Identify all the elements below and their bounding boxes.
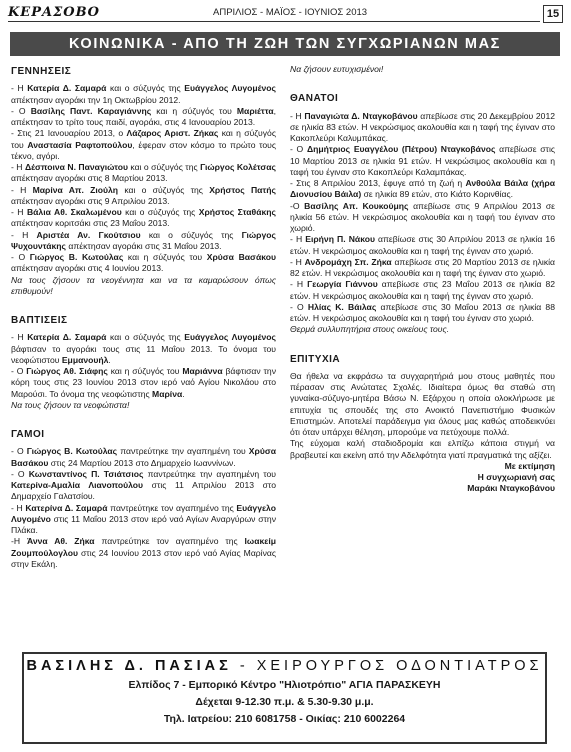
list-entry: - Η Κατερία Δ. Σαμαρά και ο σύζυγός της Ευάγγελος Λυγομένος βάφτισαν το αγοράκι τους στις 11 Μαΐου 2013. Το όνομα του νεοφώτιστου Εμμανουήλ. xyxy=(11,332,276,365)
list-entry: - Ο Γιώργος Β. Κωτούλας παντρεύτηκε την αγαπημένη του Χρύσα Βασάκου στις 24 Μαρτίου 2013 στο Δημαρχείο Ιωαννίνων. xyxy=(11,446,276,468)
success-paragraph-1: Θα ήθελα να εκφράσω τα συγχαρητήριά μου στους μαθητές που πέρασαν στις Ανώτατες Σχολές. Ιδιαίτερα όμως θα σταθώ στη γυναίκα-σύζυγο-μητέρα Βάσω Ν. Εξάρχου η οποία ολοκλήρωσε με επιτυχία τις σπουδές της στο Ανοικτό Πανεπιστήμιο Φυσικών Επιστημών. Αποτελεί παράδειγμα για όλους μας καθώς αποδεικνύει ότι όταν υπάρχει θέληση, μπορούμε να πετύχουμε πολλά. xyxy=(290,370,555,437)
baptisms-title: ΒΑΠΤΙΣΕΙΣ xyxy=(11,315,68,326)
list-entry: - Η Δέσποινα Ν. Παναγιώτου και ο σύζυγός της Γιώργος Κολέτσας απέκτησαν αγοράκι στις 8 Μαρτίου 2013. xyxy=(11,162,276,184)
births-note: Να τους ζήσουν τα νεογέννητα και να τα καμαρώσουν όπως επιθυμούν! xyxy=(11,274,276,296)
ad-name: ΒΑΣΙΛΗΣ Δ. ΠΑΣΙΑΣ xyxy=(26,658,232,674)
list-entry: - Η Κατερίνα Δ. Σαμαρά παντρεύτηκε τον αγαπημένο της Ευάγγελο Λυγομένο στις 11 Μαΐου 2013 στον ιερό ναό Αγίων Αναργύρων στην Πλάκα. xyxy=(11,502,276,535)
deaths-note: Θερμά συλλυπητήρια στους οικείους τους. xyxy=(290,324,450,335)
list-entry: - Η Ανδρομάχη Σπ. Ζήκα απεβίωσε στις 20 Μαρτίου 2013 σε ηλικία 82 ετών. Η νεκρώσιμος ακολουθία και η ταφή της έγιναν στο χωριό. xyxy=(290,256,555,278)
list-entry: - Ο Ηλίας Κ. Βάιλας απεβίωσε στις 30 Μαΐου 2013 σε ηλικία 88 ετών. Η νεκρώσιμος ακολουθία και η ταφή του έγιναν στο χωριό. xyxy=(290,301,555,323)
list-entry: -Η Άννα Αθ. Ζήκα παντρεύτηκε τον αγαπημένο της Ιωακείμ Ζουμπούλογλου στις 24 Ιουνίου 2013 στον ιερό ναό Αγίας Μαρίνας στην Εκάλη. xyxy=(11,536,276,569)
list-entry: - Στις 8 Απριλίου 2013, έφυγε από τη ζωή η Ανθούλα Βάιλα (χήρα Διονυσίου Βάιλα) σε ηλικία 89 ετών, στο Κιάτο Κορινθίας. xyxy=(290,178,555,200)
list-entry: - Η Μαρίνα Απ. Ζιούλη και ο σύζυγός της Χρήστος Πατής απέκτησαν αγοράκι στις 9 Απριλίου 2013. xyxy=(11,184,276,206)
deaths-title: ΘΑΝΑΤΟΙ xyxy=(290,93,339,105)
header-rule xyxy=(8,21,540,22)
success-title: ΕΠΙΤΥΧΙΑ xyxy=(290,353,341,365)
deaths-list xyxy=(290,111,555,325)
left-column xyxy=(11,64,276,570)
list-entry: - Στις 21 Ιανουαρίου 2013, ο Λάζαρος Αριστ. Ζήκας και η σύζυγός του Αναστασία Ραφτοπούλου, έφεραν στον κόσμο το πρώτο τους τέκνο, αγόρι. xyxy=(11,128,276,161)
right-column xyxy=(290,64,555,495)
weddings-title: ΓΑΜΟΙ xyxy=(11,429,45,440)
list-entry: - Ο Γιώργος Β. Κωτούλας και η σύζυγός του Χρύσα Βασάκου απέκτησαν αγοράκι στις 4 Ιουνίου 2013. xyxy=(11,252,276,274)
success-paragraph-2: Της εύχομαι καλή σταδιοδρομία και ελπίζω κάποια στιγμή να βραβευτεί και εκείνη από την Αδελφότητα γιατί πραγματικά της αξίζει. xyxy=(290,438,555,460)
list-entry: - Η Ειρήνη Π. Νάκου απεβίωσε στις 30 Απριλίου 2013 σε ηλικία 16 ετών. Η νεκρώσιμος ακολουθία και η ταφή της έγιναν στο χωριό. xyxy=(290,234,555,256)
success-signer-name: Μαράκι Νταγκοβάνου xyxy=(467,483,555,494)
ad-hours: Δέχεται 9-12.30 π.μ. & 5.30-9.30 μ.μ. xyxy=(195,696,374,708)
list-entry: - Η Κατερία Δ. Σαμαρά και ο σύζυγός της Ευάγγελος Λυγομένος απέκτησαν αγοράκι την 1η Οκτωβρίου 2012. xyxy=(11,83,276,105)
weddings-note: Να ζήσουν ευτυχισμένοι! xyxy=(290,64,384,74)
births-list xyxy=(11,83,276,274)
weddings-list xyxy=(11,446,276,570)
list-entry: - Ο Γιώργος Αθ. Σιάφης και η σύζυγός του Μαριάννα βάφτισαν την κόρη τους στις 23 Ιουνίου 2013 στον ιερό ναό Αγίου Νικολάου στο Μαρούσι. Το όνομα της νεοφώτιστης Μαρίνα. xyxy=(11,366,276,399)
ad-title xyxy=(24,658,545,674)
baptisms-list xyxy=(11,332,276,400)
page-header xyxy=(8,5,563,25)
list-entry: - Η Βάλια Αθ. Σκαλωμένου και ο σύζυγός της Χρήστος Σταθάκης απέκτησαν κοριτσάκι στις 23 Μαΐου 2013. xyxy=(11,207,276,229)
section-banner: ΚΟΙΝΩΝΙΚΑ - ΑΠΟ ΤΗ ΖΩΗ ΤΩΝ ΣΥΓΧΩΡΙΑΝΩΝ ΜΑΣ xyxy=(10,32,560,56)
success-closing: Με εκτίμηση xyxy=(504,460,555,471)
dentist-advertisement xyxy=(22,652,547,744)
ad-address: Ελπίδος 7 - Εμπορικό Κέντρο "Ηλιοτρόπιο" ΑΓΙΑ ΠΑΡΑΣΚΕΥΗ xyxy=(128,679,441,691)
issue-date: ΑΠΡΙΛΙΟΣ - ΜΑΪΟΣ - ΙΟΥΝΙΟΣ 2013 xyxy=(213,7,368,18)
masthead: ΚΕΡΑΣΟΒΟ xyxy=(8,5,100,20)
births-title: ΓΕΝΝΗΣΕΙΣ xyxy=(11,66,72,77)
success-signer-title: Η συγχωριανή σας xyxy=(477,472,555,482)
ad-profession: - ΧΕΙΡΟΥΡΓΟΣ ΟΔΟΝΤΙΑΤΡΟΣ xyxy=(231,658,543,674)
list-entry: - Ο Δημήτριος Ευαγγέλου (Πέτρου) Νταγκοβάνος απεβίωσε στις 10 Μαρτίου 2013 σε ηλικία 91 ετών. Η νεκρώσιμος ακολουθία και η ταφή του έγιναν στο Κακοπλεύρι Καλαμπάκας. xyxy=(290,144,555,177)
baptisms-note: Να τους ζήσουν τα νεοφώτιστα! xyxy=(11,399,130,410)
page-number: 15 xyxy=(543,5,563,23)
list-entry: - Ο Κωνσταντίνος Π. Τσιάτσιος παντρεύτηκε την αγαπημένη του Κατερίνα-Αμαλία Λιανοπούλου στις 11 Απριλίου 2013 στο Δημαρχείο Γαλατσίου. xyxy=(11,468,277,502)
list-entry: -Ο Βασίλης Απ. Κουκούμης απεβίωσε στις 9 Απριλίου 2013 σε ηλικία 56 ετών. Η νεκρώσιμος ακολουθία και η ταφή του έγιναν στο χωριό. xyxy=(290,200,555,233)
ad-phones: Τηλ. Ιατρείου: 210 6081758 - Οικίας: 210 6002264 xyxy=(163,713,406,725)
list-entry: - Η Αριστέα Αν. Γκούτσιου και ο σύζυγός της Γιώργος Ψυχουντάκης απέκτησαν αγοράκι στις 31 Μαΐου 2013. xyxy=(11,229,276,251)
list-entry: - Η Παναγιώτα Δ. Νταγκοβάνου απεβίωσε στις 20 Δεκεμβρίου 2012 σε ηλικία 83 ετών. Η νεκρώσιμος ακολουθία και η ταφή της έγιναν στο Κακοπλεύρι Καλυμπάκας. xyxy=(290,110,556,143)
list-entry: - Η Γεωργία Γιάννου απεβίωσε στις 23 Μαΐου 2013 σε ηλικία 82 ετών. Η νεκρώσιμος ακολουθία και η ταφή της έγιναν στο χωριό. xyxy=(290,279,556,301)
list-entry: - Ο Βασίλης Παντ. Καραγιάννης και η σύζυγός του Μαριέττα, απέκτησαν το τρίτο τους παιδί, αγοράκι, στις 4 Ιανουαρίου 2013. xyxy=(11,105,277,127)
